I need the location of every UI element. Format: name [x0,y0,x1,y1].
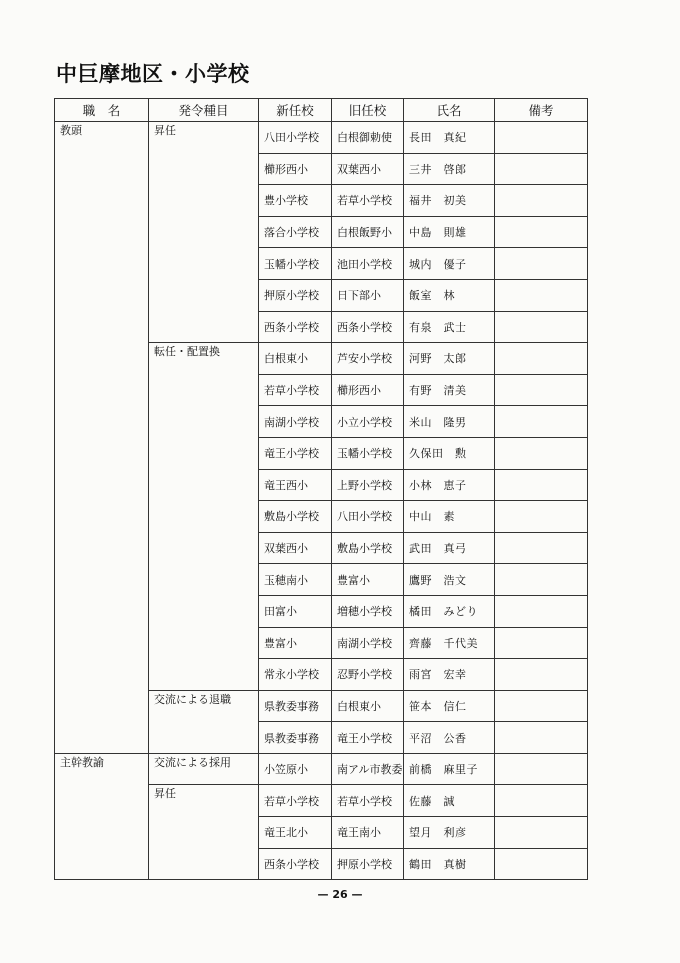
new-school-cell: 押原小学校 [259,279,332,311]
new-school-cell: 玉幡小学校 [259,248,332,280]
new-school-cell: 豊富小 [259,627,332,659]
new-school-cell: 県教委事務 [259,722,332,754]
name-cell: 中島 則雄 [404,216,495,248]
old-school-cell: 上野小学校 [332,469,404,501]
name-cell: 雨宮 宏幸 [404,659,495,691]
remarks-cell [495,659,588,691]
name-cell: 有泉 武士 [404,311,495,343]
name-cell: 齊藤 千代美 [404,627,495,659]
old-school-cell: 南アル市教委 [332,753,404,785]
remarks-cell [495,374,588,406]
new-school-cell: 竜王小学校 [259,437,332,469]
name-cell: 飯室 林 [404,279,495,311]
header-old-school: 旧任校 [332,99,404,122]
appointment-type-cell: 昇任 [149,122,259,343]
page-number: — 26 — [317,888,363,901]
old-school-cell: 白根御勅使 [332,122,404,154]
new-school-cell: 常永小学校 [259,659,332,691]
name-cell: 三井 啓郎 [404,153,495,185]
remarks-cell [495,532,588,564]
name-cell: 武田 真弓 [404,532,495,564]
remarks-cell [495,722,588,754]
remarks-cell [495,437,588,469]
appointment-type-cell: 転任・配置換 [149,343,259,691]
remarks-cell [495,153,588,185]
new-school-cell: 南湖小学校 [259,406,332,438]
old-school-cell: 白根東小 [332,690,404,722]
new-school-cell: 櫛形西小 [259,153,332,185]
header-name: 氏名 [404,99,495,122]
remarks-cell [495,848,588,880]
remarks-cell [495,690,588,722]
remarks-cell [495,279,588,311]
name-cell: 米山 隆男 [404,406,495,438]
name-cell: 長田 真紀 [404,122,495,154]
remarks-cell [495,501,588,533]
name-cell: 城内 優子 [404,248,495,280]
new-school-cell: 竜王西小 [259,469,332,501]
old-school-cell: 竜王小学校 [332,722,404,754]
table-row [55,122,588,154]
name-cell: 佐藤 誠 [404,785,495,817]
header-new-school: 新任校 [259,99,332,122]
name-cell: 前橋 麻里子 [404,753,495,785]
table-body [55,122,588,880]
new-school-cell: 県教委事務 [259,690,332,722]
name-cell: 望月 利彦 [404,817,495,849]
old-school-cell: 押原小学校 [332,848,404,880]
header-remarks: 備考 [495,99,588,122]
name-cell: 河野 太郎 [404,343,495,375]
name-cell: 平沼 公香 [404,722,495,754]
old-school-cell: 池田小学校 [332,248,404,280]
old-school-cell: 豊富小 [332,564,404,596]
position-cell: 教頭 [55,122,149,754]
old-school-cell: 南湖小学校 [332,627,404,659]
new-school-cell: 竜王北小 [259,817,332,849]
remarks-cell [495,216,588,248]
name-cell: 小林 恵子 [404,469,495,501]
name-cell: 中山 素 [404,501,495,533]
header-position: 職 名 [55,99,149,122]
header-appointment-type: 発令種目 [149,99,259,122]
new-school-cell: 白根東小 [259,343,332,375]
new-school-cell: 双葉西小 [259,532,332,564]
new-school-cell: 若草小学校 [259,785,332,817]
old-school-cell: 忍野小学校 [332,659,404,691]
personnel-table [54,98,588,880]
remarks-cell [495,343,588,375]
old-school-cell: 竜王南小 [332,817,404,849]
name-cell: 橘田 みどり [404,595,495,627]
name-cell: 有野 清美 [404,374,495,406]
new-school-cell: 小笠原小 [259,753,332,785]
remarks-cell [495,627,588,659]
table-row [55,753,588,785]
name-cell: 笹本 信仁 [404,690,495,722]
old-school-cell: 櫛形西小 [332,374,404,406]
new-school-cell: 敷島小学校 [259,501,332,533]
name-cell: 鶴田 真樹 [404,848,495,880]
remarks-cell [495,185,588,217]
page-title: 中巨摩地区・小学校 [56,62,250,86]
name-cell: 福井 初美 [404,185,495,217]
new-school-cell: 西条小学校 [259,311,332,343]
remarks-cell [495,311,588,343]
new-school-cell: 西条小学校 [259,848,332,880]
old-school-cell: 白根飯野小 [332,216,404,248]
appointment-type-cell: 昇任 [149,785,259,880]
name-cell: 久保田 勲 [404,437,495,469]
old-school-cell: 小立小学校 [332,406,404,438]
old-school-cell: 八田小学校 [332,501,404,533]
new-school-cell: 若草小学校 [259,374,332,406]
old-school-cell: 若草小学校 [332,185,404,217]
appointment-type-cell: 交流による退職 [149,690,259,753]
remarks-cell [495,469,588,501]
new-school-cell: 玉穂南小 [259,564,332,596]
remarks-cell [495,564,588,596]
remarks-cell [495,406,588,438]
old-school-cell: 玉幡小学校 [332,437,404,469]
old-school-cell: 双葉西小 [332,153,404,185]
remarks-cell [495,785,588,817]
old-school-cell: 芦安小学校 [332,343,404,375]
remarks-cell [495,248,588,280]
old-school-cell: 敷島小学校 [332,532,404,564]
new-school-cell: 落合小学校 [259,216,332,248]
remarks-cell [495,595,588,627]
old-school-cell: 増穂小学校 [332,595,404,627]
new-school-cell: 田富小 [259,595,332,627]
old-school-cell: 若草小学校 [332,785,404,817]
new-school-cell: 八田小学校 [259,122,332,154]
table-header-row [55,99,588,122]
name-cell: 鷹野 浩文 [404,564,495,596]
position-cell: 主幹教諭 [55,753,149,879]
remarks-cell [495,753,588,785]
old-school-cell: 日下部小 [332,279,404,311]
remarks-cell [495,817,588,849]
new-school-cell: 豊小学校 [259,185,332,217]
remarks-cell [495,122,588,154]
appointment-type-cell: 交流による採用 [149,753,259,785]
old-school-cell: 西条小学校 [332,311,404,343]
